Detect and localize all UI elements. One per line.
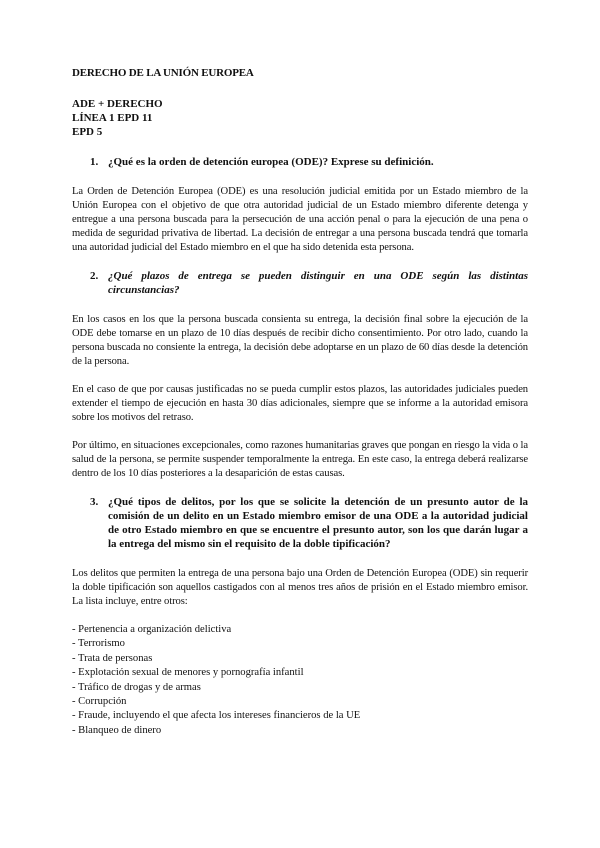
- answer-paragraph: La Orden de Detención Europea (ODE) es una resolución judicial emitida por un Estado miembro de la Unión Europea con el objetivo de que otra autoridad judicial de un Estado miembro diferente detenga y entregue a una persona buscada para la persecución de una acción penal o para la ejecución de una pena o medida de seguridad privativa de libertad. La decisión de entregar a una persona buscada tendrá que tomarla una autoridad judicial del Estado miembro en el que ha sido detenida esta persona.: [72, 186, 528, 253]
- list-item: - Explotación sexual de menores y pornografía infantil: [72, 667, 304, 679]
- list-item: - Terrorismo: [72, 638, 125, 650]
- meta-line-group: LÍNEA 1 EPD 11: [72, 112, 153, 124]
- question-text: ¿Qué plazos de entrega se pueden distinguir en una ODE según las distintas circunstancias?: [108, 270, 528, 296]
- question-text: ¿Qué tipos de delitos, por los que se solicite la detención de un presunto autor de la comisión de un delito en un Estado miembro emisor de una ODE a la autoridad judicial de otro Estado miembro en que se encuentre el presunto autor, son los que darán lugar a la entrega del mismo sin el requisito de la doble tipificación?: [108, 496, 528, 550]
- offense-list: [72, 623, 528, 738]
- list-item: - Corrupción: [72, 696, 127, 708]
- document-page: [72, 66, 528, 738]
- list-item: - Fraude, incluyendo el que afecta los intereses financieros de la UE: [72, 710, 361, 722]
- meta-line-degree: ADE + DERECHO: [72, 98, 163, 110]
- answer-paragraph: En el caso de que por causas justificadas no se pueda cumplir estos plazos, las autoridades judiciales pueden extender el tiempo de ejecución en hasta 30 días adicionales, siempre que se informe a la autoridad emisora sobre los motivos del retraso.: [72, 384, 528, 423]
- list-item: - Trata de personas: [72, 652, 153, 664]
- meta-line-epd: EPD 5: [72, 126, 103, 138]
- document-title: DERECHO DE LA UNIÓN EUROPEA: [72, 67, 254, 79]
- document-meta: [72, 97, 528, 139]
- list-item: - Tráfico de drogas y de armas: [72, 681, 201, 693]
- question-number: 2.: [90, 270, 99, 282]
- answer-paragraph: Por último, en situaciones excepcionales, como razones humanitarias graves que pongan en riesgo la vida o la salud de la persona, se permite suspender temporalmente la entrega. En este caso, la entrega deberá realizarse dentro de los 10 días posteriores a la desaparición de estas causas.: [72, 440, 528, 479]
- question-number: 1.: [90, 156, 99, 168]
- question-text: ¿Qué es la orden de detención europea (ODE)? Exprese su definición.: [108, 156, 434, 168]
- list-item: - Blanqueo de dinero: [72, 724, 162, 736]
- answer-paragraph: En los casos en los que la persona buscada consienta su entrega, la decisión final sobre la ejecución de la ODE debe tomarse en un plazo de 10 días después de recibir dicho consentimiento. Por otro lado, cuando la persona buscada no consiente la entrega, la decisión debe adoptarse en un plazo de 60 días desde la detención de la persona.: [72, 314, 528, 367]
- question-number: 3.: [90, 496, 99, 508]
- answer-paragraph: Los delitos que permiten la entrega de una persona bajo una Orden de Detención Europea (ODE) sin requerir la doble tipificación son aquellos castigados con al menos tres años de prisión en el Estado miembro emisor. La lista incluye, entre otros:: [72, 568, 528, 607]
- list-item: - Pertenencia a organización delictiva: [72, 624, 232, 635]
- question-2: [72, 269, 528, 297]
- question-1: [72, 155, 528, 169]
- question-3: [72, 495, 528, 551]
